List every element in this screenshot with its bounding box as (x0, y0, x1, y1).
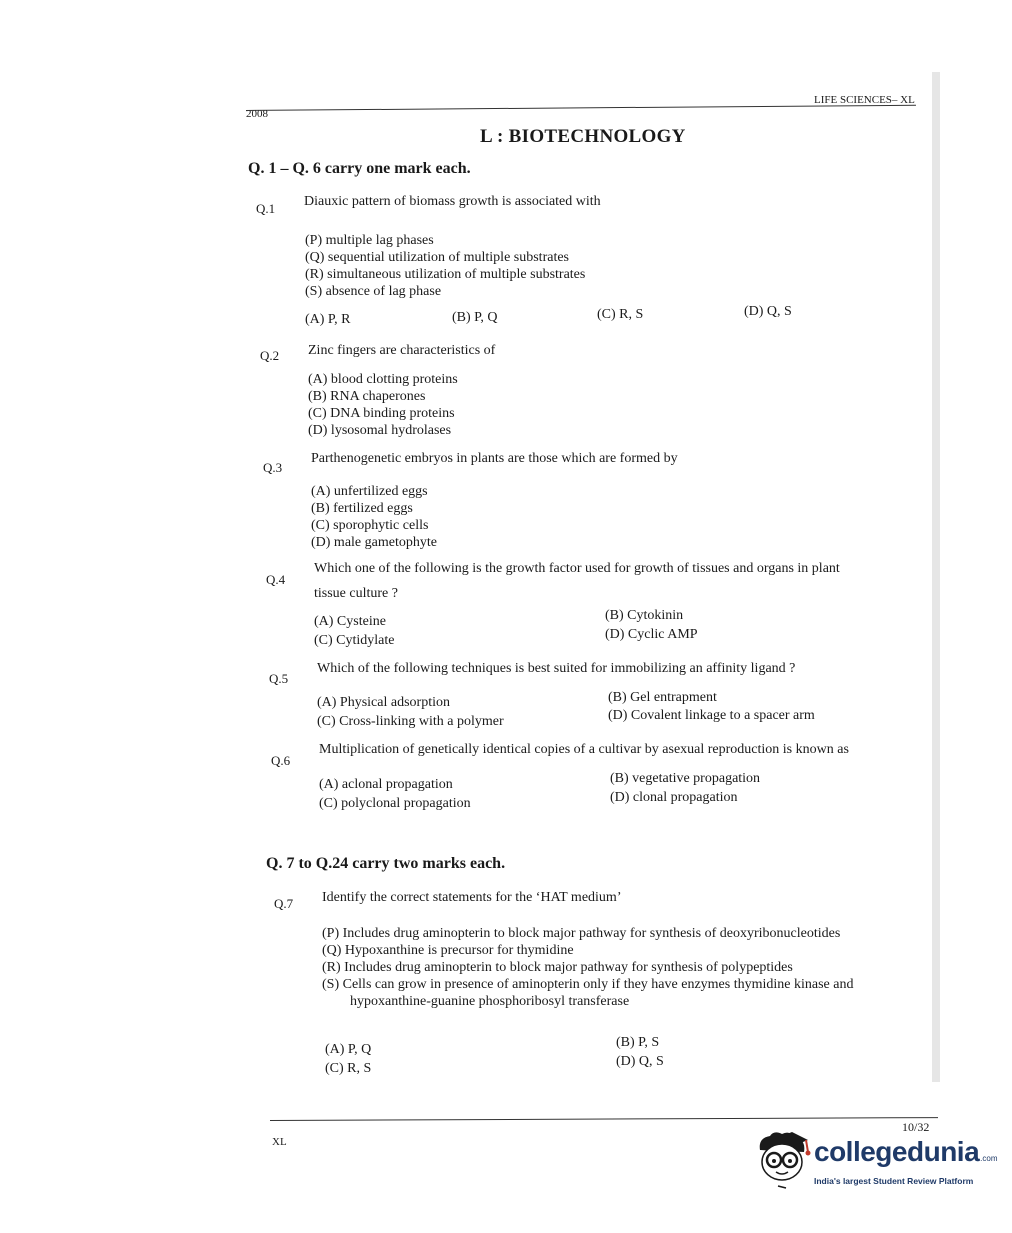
statement-s-cont: hypoxanthine-guanine phosphoribosyl transferase (350, 994, 630, 1009)
page-edge-shadow (932, 72, 940, 1082)
option-d: (D) Q, S (616, 1054, 664, 1069)
question-number-3: Q.3 (263, 460, 283, 475)
question-number-2: Q.2 (260, 348, 280, 363)
paper-code: XL (272, 1136, 287, 1148)
option-c: (C) Cytidylate (314, 633, 395, 648)
statement-r: (R) Includes drug aminopterin to block major pathway for synthesis of polypeptides (322, 960, 793, 975)
question-number-5: Q.5 (269, 671, 289, 686)
page-number: 10/32 (902, 1120, 930, 1134)
question-text-7: Identify the correct statements for the ‘HAT medium’ (322, 890, 622, 905)
option-c: (C) Cross-linking with a polymer (317, 714, 504, 729)
paper-title: L : BIOTECHNOLOGY (480, 126, 686, 147)
option-a: (A) blood clotting proteins (308, 372, 458, 387)
option-list-3 (311, 483, 437, 551)
question-number-4: Q.4 (266, 572, 286, 587)
option-b: (B) P, S (616, 1035, 660, 1050)
option-d: (D) clonal propagation (610, 790, 738, 805)
option-c: (C) polyclonal propagation (319, 796, 471, 811)
question-text-4-cont: tissue culture ? (314, 586, 398, 601)
footer-rule (270, 1117, 938, 1121)
question-text-5: Which of the following techniques is best suited for immobilizing an affinity ligand ? (317, 661, 796, 676)
statement-p: (P) multiple lag phases (305, 233, 434, 248)
statement-list-1 (305, 232, 585, 300)
option-d: (D) Q, S (744, 304, 792, 319)
exam-year: 2008 (246, 108, 268, 120)
mascot-icon (752, 1128, 812, 1192)
option-b: (B) Cytokinin (605, 608, 684, 623)
option-a: (A) Cysteine (314, 614, 386, 629)
option-c: (C) R, S (325, 1061, 372, 1076)
question-text-6: Multiplication of genetically identical copies of a cultivar by asexual reproduction is known as (319, 742, 849, 757)
question-text-2: Zinc fingers are characteristics of (308, 343, 496, 358)
section-heading-two-marks: Q. 7 to Q.24 carry two marks each. (266, 855, 506, 872)
logo-tagline: India's largest Student Review Platform (814, 1176, 974, 1186)
option-c: (C) R, S (597, 307, 644, 322)
option-a: (A) aclonal propagation (319, 777, 453, 792)
option-d: (D) Covalent linkage to a spacer arm (608, 708, 815, 723)
statement-list-7 (322, 925, 853, 1010)
logo-wordmark: collegedunia.com (814, 1136, 998, 1167)
option-b: (B) vegetative propagation (610, 771, 761, 786)
statement-r: (R) simultaneous utilization of multiple substrates (305, 267, 586, 282)
subject-header: LIFE SCIENCES– XL (814, 94, 915, 106)
option-d: (D) male gametophyte (311, 535, 437, 550)
option-d: (D) lysosomal hydrolases (308, 423, 452, 438)
question-text-3: Parthenogenetic embryos in plants are those which are formed by (311, 451, 678, 466)
statement-s: (S) absence of lag phase (305, 284, 442, 299)
header-rule (246, 105, 916, 111)
option-c: (C) DNA binding proteins (308, 406, 455, 421)
question-number-6: Q.6 (271, 753, 291, 768)
section-heading-one-mark: Q. 1 – Q. 6 carry one mark each. (248, 160, 471, 177)
option-a: (A) P, R (305, 312, 351, 327)
statement-q: (Q) sequential utilization of multiple substrates (305, 250, 569, 265)
option-b: (B) fertilized eggs (311, 501, 413, 516)
question-text-1: Diauxic pattern of biomass growth is associated with (304, 194, 601, 209)
option-list-2 (308, 371, 458, 439)
option-b: (B) P, Q (452, 310, 498, 325)
collegedunia-logo[interactable] (752, 1128, 998, 1198)
option-c: (C) sporophytic cells (311, 518, 429, 533)
option-a: (A) Physical adsorption (317, 695, 450, 710)
statement-p: (P) Includes drug aminopterin to block major pathway for synthesis of deoxyribonucleotides (322, 926, 841, 941)
question-number-1: Q.1 (256, 201, 276, 216)
option-b: (B) Gel entrapment (608, 690, 717, 705)
option-d: (D) Cyclic AMP (605, 627, 698, 642)
option-a: (A) unfertilized eggs (311, 484, 428, 499)
option-a: (A) P, Q (325, 1042, 372, 1057)
question-text-4: Which one of the following is the growth factor used for growth of tissues and organs in plant (314, 561, 840, 576)
option-b: (B) RNA chaperones (308, 389, 426, 404)
question-number-7: Q.7 (274, 896, 294, 911)
statement-q: (Q) Hypoxanthine is precursor for thymidine (322, 943, 574, 958)
statement-s: (S) Cells can grow in presence of aminopterin only if they have enzymes thymidine kinase and (322, 977, 854, 992)
